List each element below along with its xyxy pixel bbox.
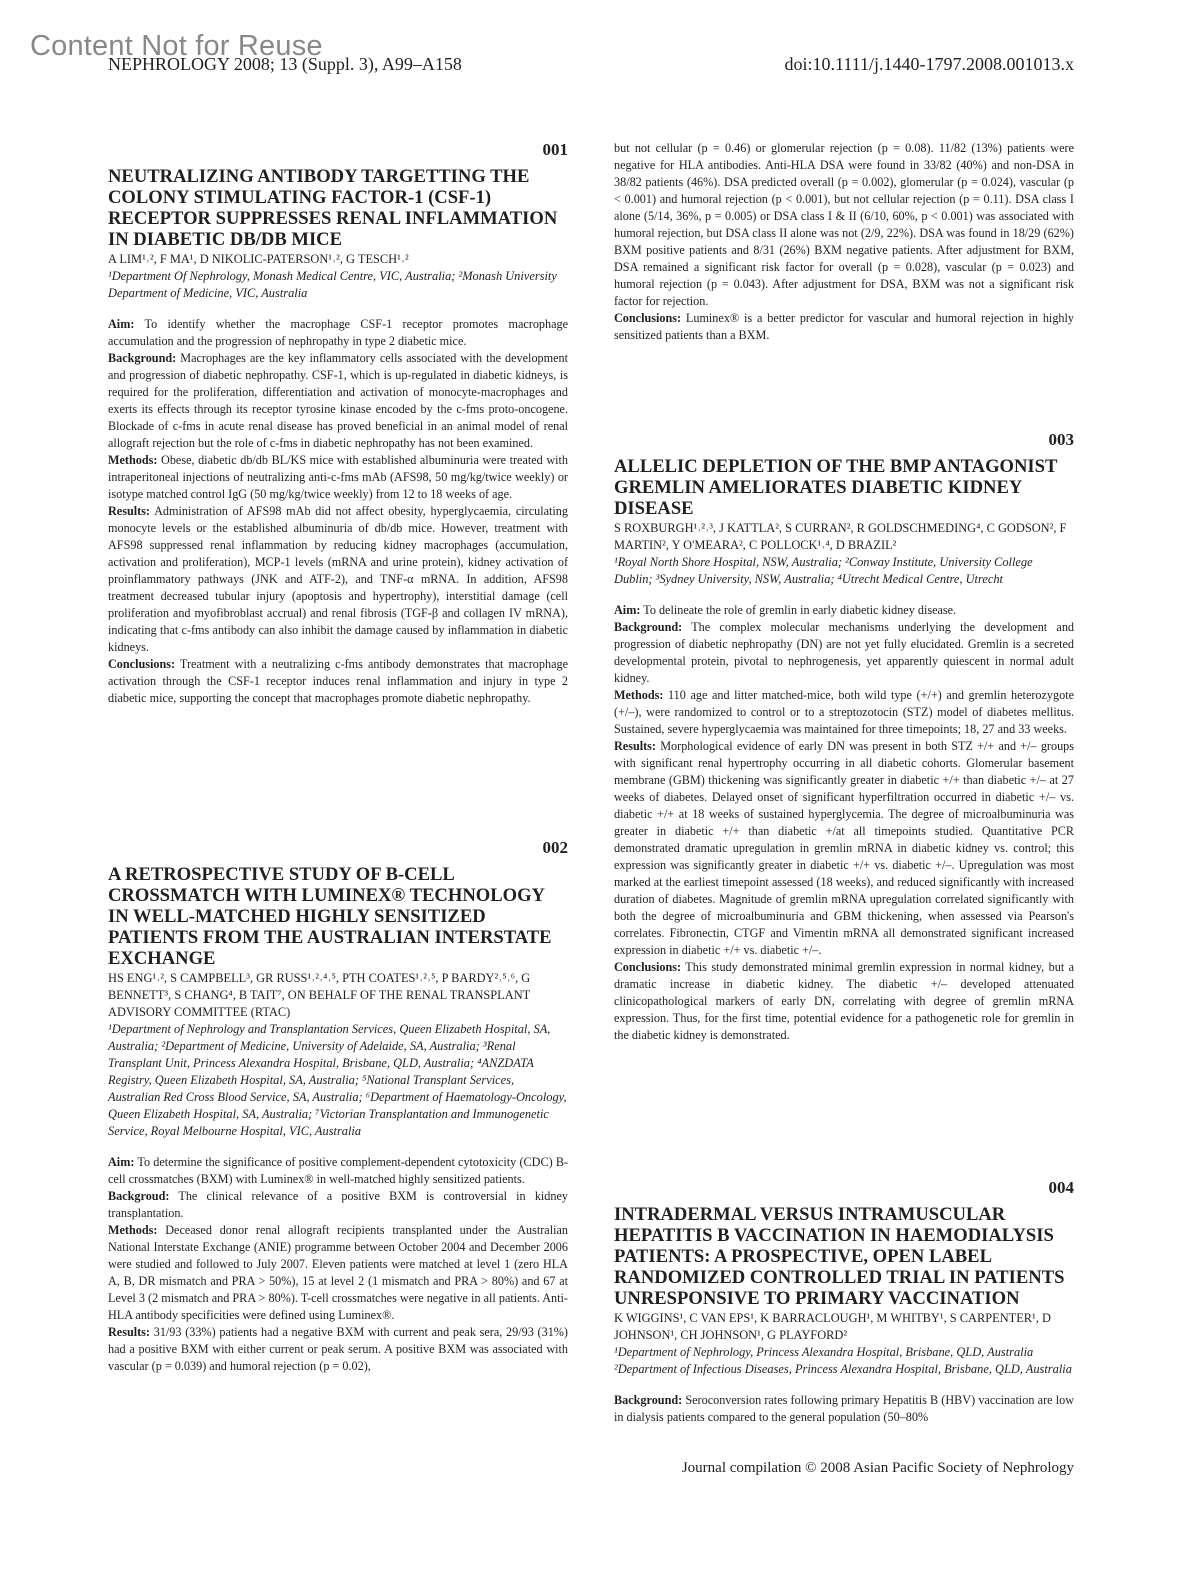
- section-text: 110 age and litter matched-mice, both wild type (+/+) and gremlin heterozygote (+/–), were randomized to control or to a streptozotocin (STZ) model of diabetes mellitus. Sustained, severe hyperglycaemia was maintained for three timepoints; 18, 27 and 33 weeks.: [614, 688, 1074, 736]
- abstract-title: ALLELIC DEPLETION OF THE BMP ANTAGONIST GREMLIN AMELIORATES DIABETIC KIDNEY DISEASE: [614, 456, 1058, 519]
- abstract-body: [614, 140, 1074, 344]
- footer-copyright: Journal compilation © 2008 Asian Pacific Society of Nephrology: [681, 1460, 1074, 1476]
- section-label: Results:: [614, 739, 656, 753]
- section-text: The complex molecular mechanisms underlying the development and progression of diabetic nephropathy (DN) are not yet fully elucidated. Gremlin is a secreted developmental protein, pivotal to nephrogenesis, yet apparently quiescent in normal adult kidney.: [614, 620, 1075, 685]
- abstract-number: 004: [1048, 1178, 1074, 1197]
- abstract-body: [614, 1392, 1074, 1426]
- abstract-body: [108, 316, 568, 707]
- section-label: Results:: [108, 1325, 150, 1339]
- abstract-002: [108, 838, 568, 1375]
- abstract-title: NEUTRALIZING ANTIBODY TARGETTING THE COLONY STIMULATING FACTOR-1 (CSF-1) RECEPTOR SUPPRESSES RENAL INFLAMMATION IN DIABETIC DB/DB MICE: [108, 166, 558, 250]
- section-label: Methods:: [108, 1223, 158, 1237]
- section-text: 31/93 (33%) patients had a negative BXM with current and peak sera, 29/93 (31%) had a positive BXM with either current or peak serum. A positive BXM was associated with vascular (p = 0.039) and humoral rejection (p = 0.02),: [108, 1325, 568, 1373]
- abstract-affiliations: ¹Department of Nephrology, Princess Alexandra Hospital, Brisbane, QLD, Australia ²Department of Infectious Diseases, Princess Alexandra Hospital, Brisbane, QLD, Australia: [614, 1345, 1072, 1376]
- section-label: Background:: [108, 351, 177, 365]
- section-text: To identify whether the macrophage CSF-1 receptor promotes macrophage accumulation and the progression of nephropathy in type 2 diabetic mice.: [108, 317, 569, 348]
- section-label: Conclusions:: [108, 657, 176, 671]
- section-text: To determine the significance of positive complement-dependent cytotoxicity (CDC) B-cell crossmatches (BXM) with Luminex® in well-matched highly sensitized patients.: [108, 1155, 569, 1186]
- running-head: NEPHROLOGY 2008; 13 (Suppl. 3), A99–A158: [108, 54, 462, 74]
- abstract-authors: S ROXBURGH¹˒²˒³, J KATTLA², S CURRAN², R GOLDSCHMEDING⁴, C GODSON², F MARTIN², Y O'MEARA², C POLLOCK¹˒⁴, D BRAZIL²: [614, 521, 1067, 552]
- section-text: Luminex® is a better predictor for vascular and humoral rejection in highly sensitized patients than a BXM.: [614, 311, 1074, 342]
- abstract-title: A RETROSPECTIVE STUDY OF B-CELL CROSSMATCH WITH LUMINEX® TECHNOLOGY IN WELL-MATCHED HIGHLY SENSITIZED PATIENTS FROM THE AUSTRALIAN INTERSTATE EXCHANGE: [108, 864, 552, 969]
- abstract-affiliations: ¹Department Of Nephrology, Monash Medical Centre, VIC, Australia; ²Monash University Department of Medicine, VIC, Australia: [108, 269, 557, 300]
- section-text: Macrophages are the key inflammatory cells associated with the development and progression of diabetic nephropathy. CSF-1, which is up-regulated in diabetic kidneys, is required for the proliferation, differentiation and activation of monocyte-macrophages and exerts its effects through its receptor tyrosine kinase encoded by the c-fms proto-oncogene. Blockade of c-fms in acute renal disease has proved beneficial in an animal model of renal allograft rejection but the role of c-fms in diabetic nephropathy has not been examined.: [108, 351, 568, 450]
- section-label: Methods:: [614, 688, 664, 702]
- section-label: Aim:: [108, 1155, 135, 1169]
- section-text: The clinical relevance of a positive BXM is controversial in kidney transplantation.: [108, 1189, 568, 1220]
- abstract-number: 003: [1048, 430, 1074, 449]
- section-text: Treatment with a neutralizing c-fms antibody demonstrates that macrophage activation through the CSF-1 receptor induces renal inflammation and injury in type 2 diabetic mice, supporting the concept that macrophages promote diabetic nephropathy.: [108, 657, 568, 705]
- section-text: but not cellular (p = 0.46) or glomerular rejection (p = 0.08). 11/82 (13%) patients were negative for HLA antibodies. Anti-HLA DSA were found in 33/82 (40%) and non-DSA in 38/82 patients (46%). DSA predicted overall (p = 0.002), glomerular (p = 0.024), vascular (p < 0.001) and humoral rejection (p < 0.001), but not cellular rejection (p = 0.11). DSA class I alone (5/14, 36%, p = 0.005) or DSA class I & II (6/10, 60%, p < 0.001) was associated with humoral rejection, but DSA class II alone was not (2/9, 22%). DSA was found in 18/29 (62%) BXM positive patients and 8/31 (26%) BXM negative patients. After adjustment for BXM, DSA remained a significant risk factor for overall (p = 0.028), vascular (p = 0.023) and humoral rejection (p = 0.043). After adjustment for DSA, BXM was not a significant risk factor for rejection.: [614, 141, 1074, 308]
- doi: doi:10.1111/j.1440-1797.2008.001013.x: [784, 54, 1074, 74]
- section-text: To delineate the role of gremlin in early diabetic kidney disease.: [643, 603, 957, 617]
- abstract-affiliations: ¹Royal North Shore Hospital, NSW, Australia; ²Conway Institute, University College Dublin; ³Sydney University, NSW, Australia; ⁴Utrecht Medical Centre, Utrecht: [614, 555, 1033, 586]
- abstract-body: [108, 1154, 568, 1375]
- section-label: Conclusions:: [614, 311, 682, 325]
- section-text: Morphological evidence of early DN was present in both STZ +/+ and +/– groups with significant renal hypertrophy occurring in all diabetic cohorts. Glomerular basement membrane (GBM) thickening was significantly greater in diabetic +/+ than diabetic +/– at 27 weeks of diabetes. Delayed onset of significant hyperfiltration occurred in diabetic +/– vs. diabetic +/+ at 18 weeks of sustained hyperglycemia. The degree of microalbuminuria was greater in diabetic +/+ than diabetic +/at all timepoints studied. Quantitative PCR demonstrated dramatic upregulation in gremlin mRNA in diabetic kidney vs. control; this expression was significantly greater in diabetic +/+ vs. diabetic +/–. Upregulation was most marked at the earliest timepoint assessed (18 weeks), and reduced significantly with increased duration of diabetes. Magnitude of gremlin mRNA upregulation correlated significantly with both the degree of microalbuminuria and GBM thickening, when assessed via Pearson's correlates. Fibronectin, CTGF and Vimentin mRNA all demonstrated significant increased expression in diabetic +/+ vs. diabetic +/–.: [614, 739, 1075, 957]
- section-text: Administration of AFS98 mAb did not affect obesity, hyperglycaemia, circulating monocyte levels or the established albuminuria of db/db mice. However, treatment with AFS98 suppressed renal inflammation by reducing kidney macrophages (accumulation, activation and proliferation), MCP-1 levels (mRNA and urine protein), kidney activation of proinflammatory pathways (JNK and ATF-2), and TNF-α mRNA. In addition, AFS98 treatment decreased tubular injury (apoptosis and hypertrophy), interstitial damage (cell proliferation and myofibroblast accrual) and renal fibrosis (TGF-β and collagen IV mRNA), indicating that c-fms antibody can also inhibit the damage caused by inflammation in diabetic kidneys.: [108, 504, 568, 654]
- abstract-number: 001: [542, 140, 568, 159]
- section-label: Methods:: [108, 453, 158, 467]
- abstract-number: 002: [542, 838, 568, 857]
- section-label: Conclusions:: [614, 960, 682, 974]
- section-label: Backgroud:: [108, 1189, 170, 1203]
- section-text: Obese, diabetic db/db BL/KS mice with established albuminuria were treated with intraperitoneal injections of neutralizing anti-c-fms mAb (AFS98, 50 mg/kg/twice weekly) or isotype matched control IgG (50 mg/kg/twice weekly) from 12 to 18 weeks of age.: [108, 453, 568, 501]
- section-text: This study demonstrated minimal gremlin expression in normal kidney, but a dramatic increase in diabetic kidney. The diabetic +/– developed attenuated clinicopathological markers of early DN, correlating with degree of gremlin mRNA expression. Thus, for the first time, potential evidence for a pathogenetic role for gremlin in the diabetic kidney is demonstrated.: [614, 960, 1075, 1042]
- abstract-001: [108, 140, 568, 707]
- abstract-authors: K WIGGINS¹, C VAN EPS¹, K BARRACLOUGH¹, M WHITBY¹, S CARPENTER¹, D JOHNSON¹, CH JOHNSON¹, G PLAYFORD²: [614, 1311, 1051, 1342]
- abstract-004: [614, 1178, 1074, 1426]
- abstract-affiliations: ¹Department of Nephrology and Transplantation Services, Queen Elizabeth Hospital, SA, Australia; ²Department of Medicine, University of Adelaide, SA, Australia; ³Renal Transplant Unit, Princess Alexandra Hospital, Brisbane, QLD, Australia; ⁴ANZDATA Registry, Queen Elizabeth Hospital, SA, Australia; ⁵National Transplant Services, Australian Red Cross Blood Service, SA, Australia; ⁶Department of Haematology-Oncology, Queen Elizabeth Hospital, SA, Australia; ⁷Victorian Transplantation and Immunogenetic Service, Royal Melbourne Hospital, VIC, Australia: [108, 1022, 567, 1138]
- section-text: Seroconversion rates following primary Hepatitis B (HBV) vaccination are low in dialysis patients compared to the general population (50–80%: [614, 1393, 1074, 1424]
- section-label: Background:: [614, 620, 683, 634]
- section-label: Results:: [108, 504, 150, 518]
- abstract-authors: HS ENG¹˒², S CAMPBELL³, GR RUSS¹˒²˒⁴˒⁵, PTH COATES¹˒²˒⁵, P BARDY²˒⁵˒⁶, G BENNETT³, S CHANG⁴, B TAIT⁷, ON BEHALF OF THE RENAL TRANSPLANT ADVISORY COMMITTEE (RTAC): [108, 971, 531, 1019]
- section-label: Aim:: [108, 317, 135, 331]
- abstract-body: [614, 602, 1074, 1044]
- watermark: Content Not for Reuse: [30, 30, 323, 62]
- abstract-title: INTRADERMAL VERSUS INTRAMUSCULAR HEPATITIS B VACCINATION IN HAEMODIALYSIS PATIENTS: A PROSPECTIVE, OPEN LABEL RANDOMIZED CONTROLLED TRIAL IN PATIENTS UNRESPONSIVE TO PRIMARY VACCINATION: [614, 1204, 1065, 1309]
- section-label: Background:: [614, 1393, 683, 1407]
- abstract-002-continued: [614, 140, 1074, 344]
- section-text: Deceased donor renal allograft recipients transplanted under the Australian National Interstate Exchange (ANIE) programme between October 2004 and December 2006 were studied and followed to July 2007. Eleven patients were matched at level 1 (zero HLA A, B, DR mismatch and PRA > 50%), 15 at level 2 (1 mismatch and PRA > 80%) and 67 at Level 3 (2 mismatch and PRA > 80%). T-cell crossmatches were negative in all patients. Anti-HLA antibody specificities were defined using Luminex®.: [108, 1223, 568, 1322]
- abstract-authors: A LIM¹˒², F MA¹, D NIKOLIC-PATERSON¹˒², G TESCH¹˒²: [108, 252, 409, 266]
- section-label: Aim:: [614, 603, 641, 617]
- abstract-003: [614, 430, 1074, 1044]
